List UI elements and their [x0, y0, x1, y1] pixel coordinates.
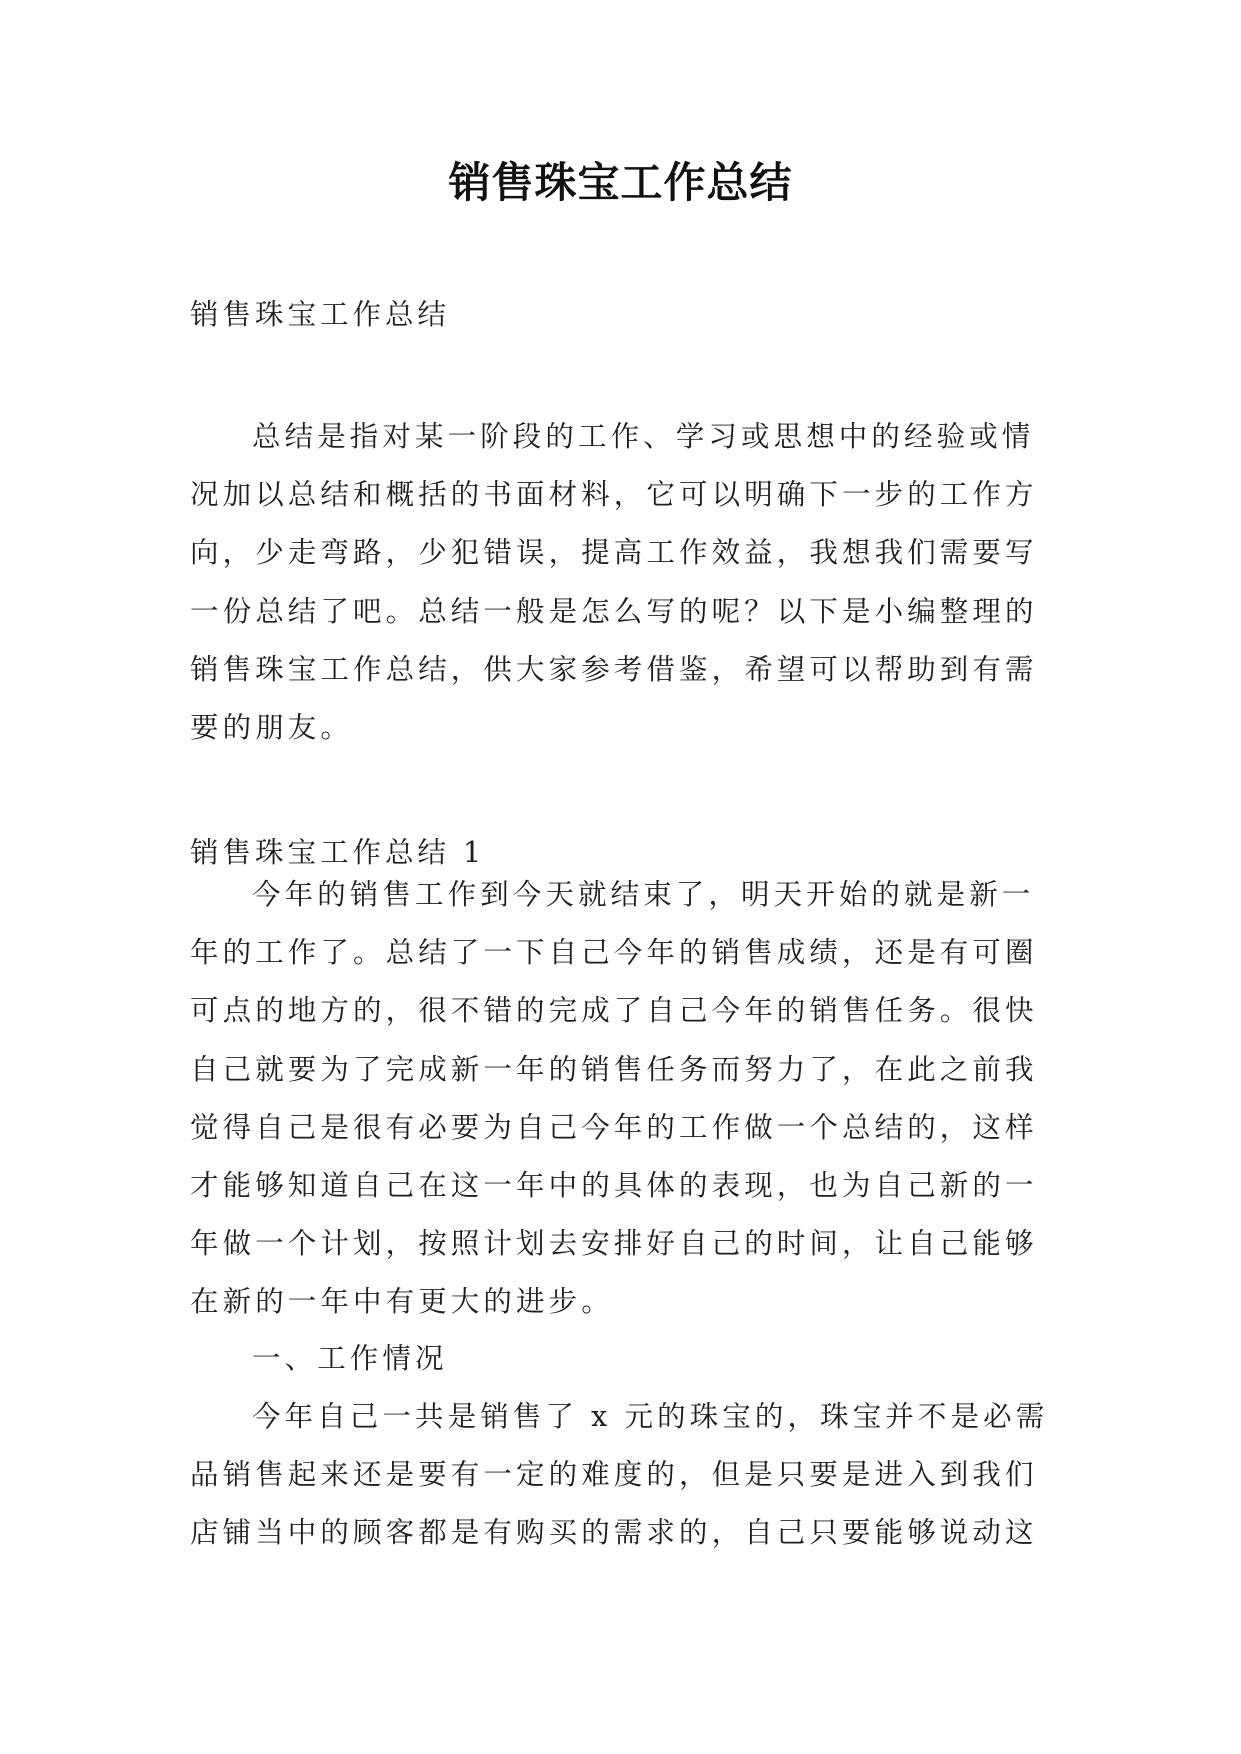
item-paragraph: 今年自己一共是销售了 x 元的珠宝的，珠宝并不是必需品销售起来还是要有一定的难度的，但是只要是进入到我们店铺当中的顾客都是有购买的需求的，自己只要能够说动这 [190, 1400, 1049, 1550]
section-heading: 销售珠宝工作总结 1 [190, 836, 486, 869]
document-subtitle: 销售珠宝工作总结 [190, 298, 451, 331]
item-heading: 一、工作情况 [252, 1342, 448, 1375]
document-title: 销售珠宝工作总结 [448, 158, 793, 207]
intro-paragraph: 总结是指对某一阶段的工作、学习或思想中的经验或情况加以总结和概括的书面材料，它可以明确下一步的工作方向，少走弯路，少犯错误，提高工作效益，我想我们需要写一份总结了吧。总结一般是怎么写的呢？以下是小编整理的销售珠宝工作总结，供大家参考借鉴，希望可以帮助到有需要的朋友。 [190, 420, 1038, 745]
section-paragraph: 今年的销售工作到今天就结束了，明天开始的就是新一年的工作了。总结了一下自己今年的销售成绩，还是有可圈可点的地方的，很不错的完成了自己今年的销售任务。很快自己就要为了完成新一年的销售任务而努力了，在此之前我觉得自己是很有必要为自己今年的工作做一个总结的，这样才能够知道自己在这一年中的具体的表现，也为自己新的一年做一个计划，按照计划去安排好自己的时间，让自己能够在新的一年中有更大的进步。 [190, 878, 1038, 1319]
